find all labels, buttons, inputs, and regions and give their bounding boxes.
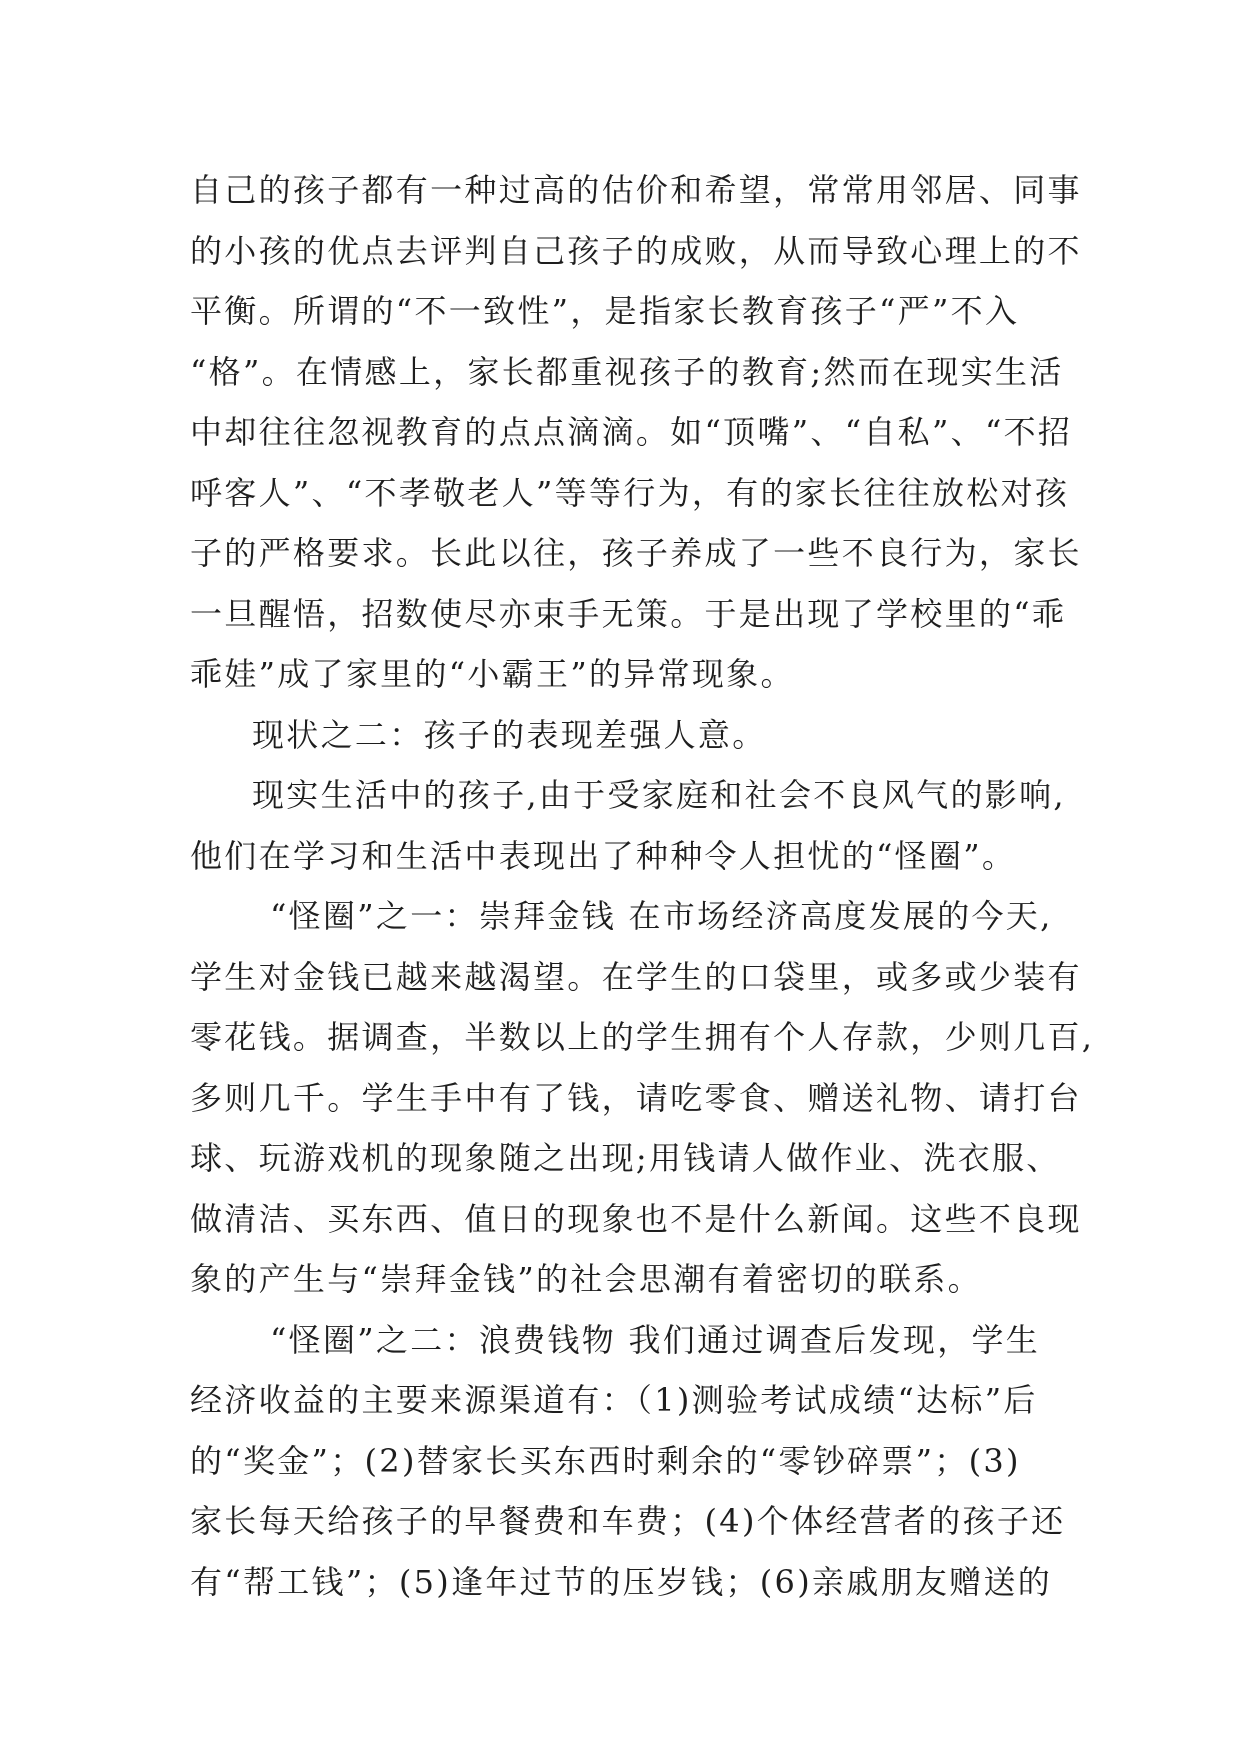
text-line: 做清洁、买东西、值日的现象也不是什么新闻。这些不良现	[190, 1199, 1082, 1238]
text-line: 他们在学习和生活中表现出了种种令人担忧的“怪圈”。	[190, 836, 1017, 875]
text-line: 经济收益的主要来源渠道有：（1)测验考试成绩“达标”后	[190, 1381, 1038, 1419]
text-line: 学生对金钱已越来越渴望。在学生的口袋里，或多或少装有	[190, 957, 1082, 996]
text-line: 零花钱。据调查，半数以上的学生拥有个人存款，少则几百,	[190, 1018, 1095, 1056]
text-line: “格”。在情感上，家长都重视孩子的教育;然而在现实生活	[190, 352, 1064, 391]
text-line: 子的严格要求。长此以往，孩子养成了一些不良行为，家长	[190, 534, 1082, 572]
text-line: 一旦醒悟，招数使尽亦束手无策。于是出现了学校里的“乖	[190, 594, 1067, 633]
text-line: 的小孩的优点去评判自己孩子的成败，从而导致心理上的不	[190, 231, 1082, 270]
text-line: 象的产生与“崇拜金钱”的社会思潮有着密切的联系。	[190, 1260, 982, 1298]
text-line: 呼客人”、“不孝敬老人”等等行为，有的家长往往放松对孩	[190, 473, 1070, 512]
text-line: 中却往往忽视教育的点点滴滴。如“顶嘴”、“自私”、“不招	[190, 413, 1073, 451]
section-heading: 现状之二：孩子的表现差强人意。	[252, 715, 767, 754]
paragraph-start-line: “怪圈”之二：浪费钱物 我们通过调查后发现，学生	[270, 1320, 1041, 1359]
text-line: 家长每天给孩子的早餐费和车费；(4)个体经营者的孩子还	[190, 1502, 1066, 1540]
text-line: 的“奖金”；(2)替家长买东西时剩余的“零钞碎票”；(3)	[190, 1441, 1021, 1480]
text-line: 乖娃”成了家里的“小霸王”的异常现象。	[190, 655, 795, 693]
text-line: 平衡。所谓的“不一致性”，是指家长教育孩子“严”不入	[190, 292, 1020, 330]
paragraph-start-line: “怪圈”之一：崇拜金钱 在市场经济高度发展的今天,	[270, 897, 1053, 935]
text-line: 自己的孩子都有一种过高的估价和希望，常常用邻居、同事	[190, 171, 1082, 209]
body-text	[190, 160, 1095, 1612]
text-line: 球、玩游戏机的现象随之出现;用钱请人做作业、洗衣服、	[190, 1139, 1061, 1177]
text-line: 有“帮工钱”；(5)逢年过节的压岁钱；(6)亲戚朋友赠送的	[190, 1562, 1053, 1601]
text-line: 多则几千。学生手中有了钱，请吃零食、赠送礼物、请打台	[190, 1078, 1082, 1117]
paragraph-start-line: 现实生活中的孩子,由于受家庭和社会不良风气的影响,	[252, 776, 1066, 814]
